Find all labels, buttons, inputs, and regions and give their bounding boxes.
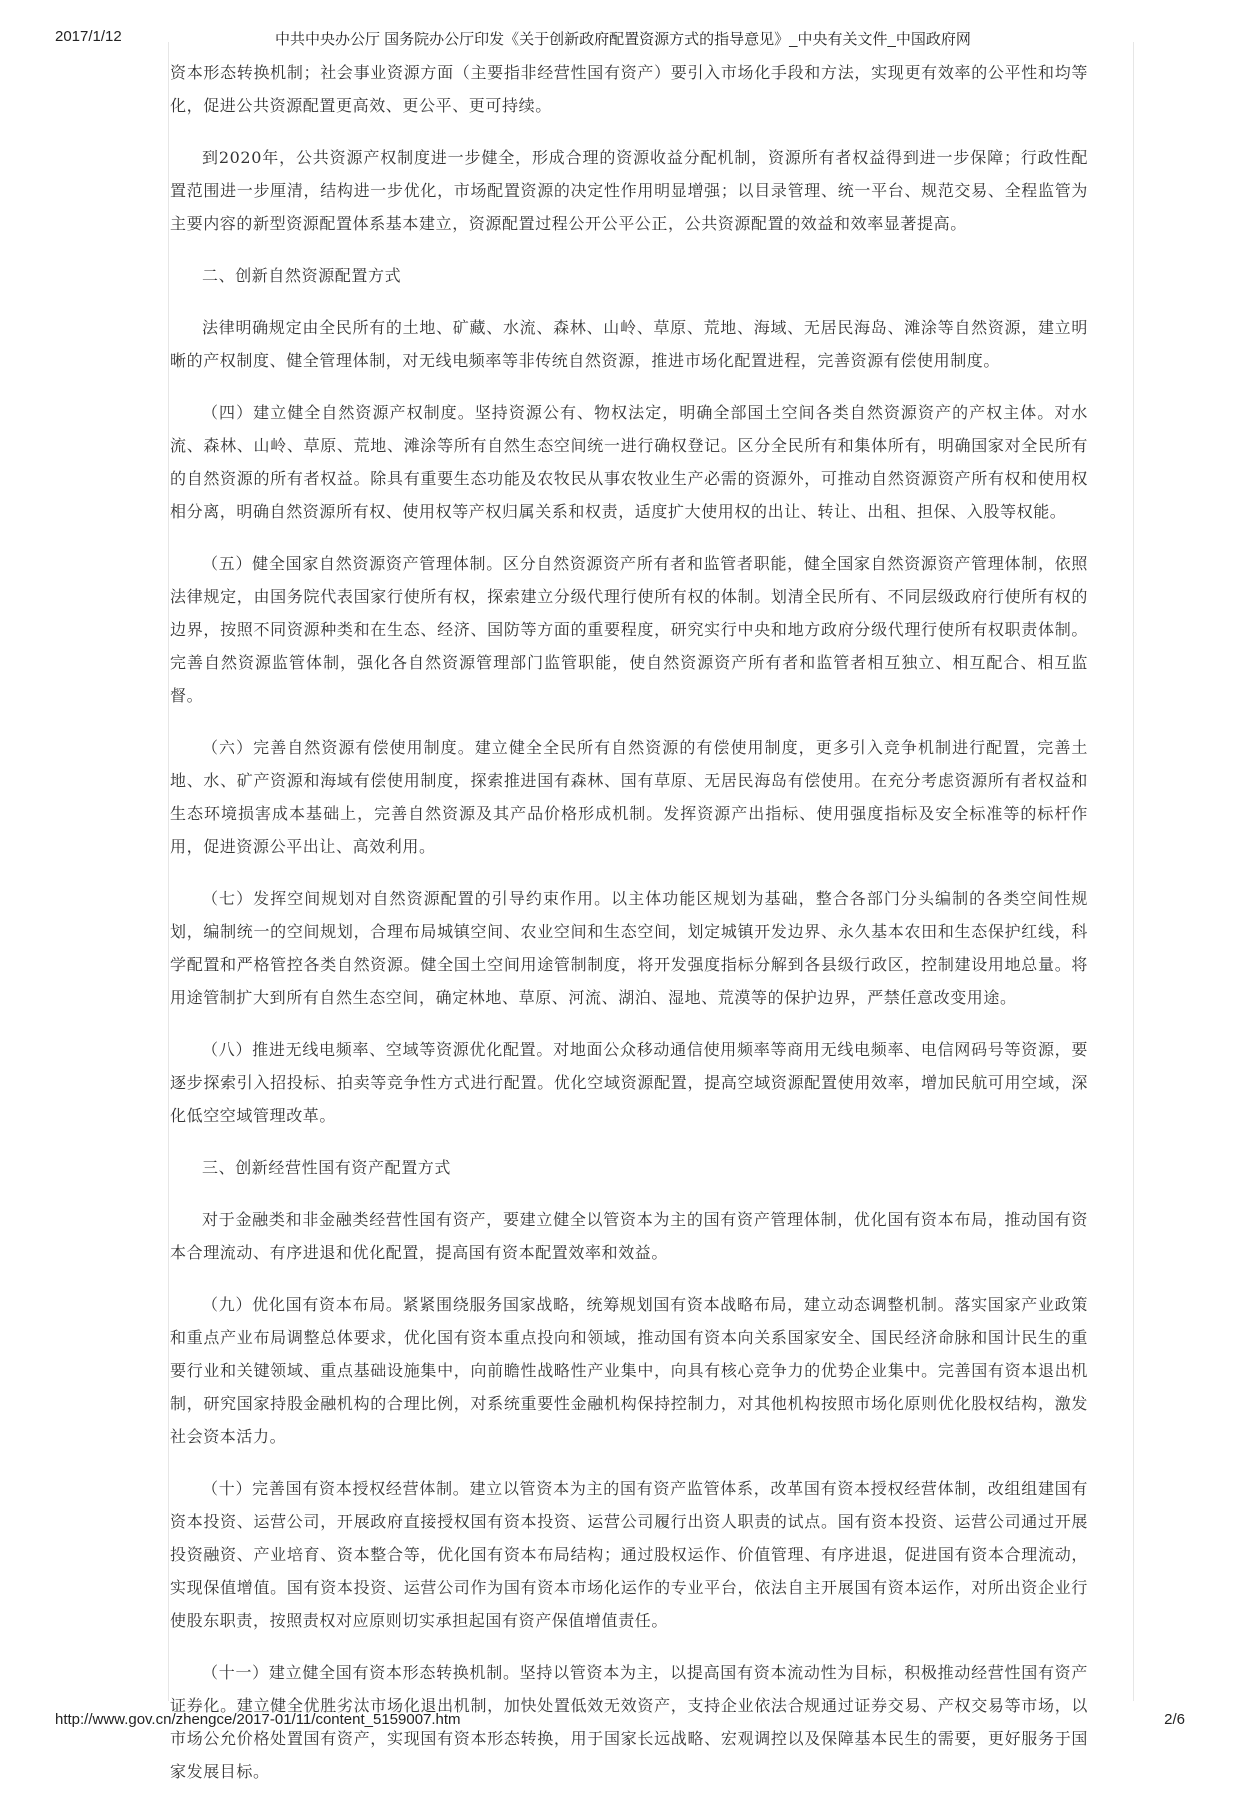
content-border-left <box>168 42 169 1701</box>
print-date: 2017/1/12 <box>55 28 122 45</box>
paragraph: （十一）建立健全国有资本形态转换机制。坚持以管资本为主，以提高国有资本流动性为目标，积极推动经营性国有资产证券化。建立健全优胜劣汰市场化退出机制，加快处置低效无效资产，支持企业依法合规通过证券交易、产权交易等市场，以市场公允价格处置国有资产，实现国有资本形态转换，用于国家长远战略、宏观调控以及保障基本民生的需要，更好服务于国家发展目标。 <box>170 1663 1088 1781</box>
section-heading: 三、创新经营性国有资产配置方式 <box>202 1158 452 1177</box>
print-header <box>0 28 1241 52</box>
paragraph: 到2020年，公共资源产权制度进一步健全，形成合理的资源收益分配机制，资源所有者权益得到进一步保障；行政性配置范围进一步厘清，结构进一步优化，市场配置资源的决定性作用明显增强；以目录管理、统一平台、规范交易、全程监管为主要内容的新型资源配置体系基本建立，资源配置过程公开公平公正，公共资源配置的效益和效率显著提高。 <box>170 148 1088 233</box>
paragraph: （八）推进无线电频率、空域等资源优化配置。对地面公众移动通信使用频率等商用无线电频率、电信网码号等资源，要逐步探索引入招投标、拍卖等竞争性方式进行配置。优化空域资源配置，提高空域资源配置使用效率，增加民航可用空域，深化低空空域管理改革。 <box>170 1040 1088 1125</box>
paragraph: （九）优化国有资本布局。紧紧围绕服务国家战略，统筹规划国有资本战略布局，建立动态调整机制。落实国家产业政策和重点产业布局调整总体要求，优化国有资本重点投向和领域，推动国有资本向关系国家安全、国民经济命脉和国计民生的重要行业和关键领域、重点基础设施集中，向前瞻性战略性产业集中，向具有核心竞争力的优势企业集中。完善国有资本退出机制，研究国家持股金融机构的合理比例，对系统重要性金融机构保持控制力，对其他机构按照市场化原则优化股权结构，激发社会资本活力。 <box>170 1295 1088 1446</box>
content-border-right <box>1133 42 1134 1701</box>
paragraph: （七）发挥空间规划对自然资源配置的引导约束作用。以主体功能区规划为基础，整合各部门分头编制的各类空间性规划，编制统一的空间规划，合理布局城镇空间、农业空间和生态空间，划定城镇开发边界、永久基本农田和生态保护红线，科学配置和严格管控各类自然资源。健全国土空间用途管制制度，将开发强度指标分解到各县级行政区，控制建设用地总量。将用途管制扩大到所有自然生态空间，确定林地、草原、河流、湖泊、湿地、荒漠等的保护边界，严禁任意改变用途。 <box>170 889 1088 1007</box>
paragraph-continuation: 资本形态转换机制；社会事业资源方面（主要指非经营性国有资产）要引入市场化手段和方法，实现更有效率的公平性和均等化，促进公共资源配置更高效、更公平、更可持续。 <box>170 63 1088 115</box>
page-title: 中共中央办公厅 国务院办公厅印发《关于创新政府配置资源方式的指导意见》_中央有关文件_中国政府网 <box>275 31 971 48</box>
paragraph: （十）完善国有资本授权经营体制。建立以管资本为主的国有资产监管体系，改革国有资本授权经营体制，改组组建国有资本投资、运营公司，开展政府直接授权国有资本投资、运营公司履行出资人职责的试点。国有资本投资、运营公司通过开展投资融资、产业培育、资本整合等，优化国有资本布局结构；通过股权运作、价值管理、有序进退，促进国有资本合理流动，实现保值增值。国有资本投资、运营公司作为国有资本市场化运作的专业平台，依法自主开展国有资本运作，对所出资企业行使股东职责，按照责权对应原则切实承担起国有资产保值增值责任。 <box>170 1479 1088 1630</box>
paragraph: （四）建立健全自然资源产权制度。坚持资源公有、物权法定，明确全部国土空间各类自然资源资产的产权主体。对水流、森林、山岭、草原、荒地、滩涂等所有自然生态空间统一进行确权登记。区分全民所有和集体所有，明确国家对全民所有的自然资源的所有者权益。除具有重要生态功能及农牧民从事农牧业生产必需的资源外，可推动自然资源资产所有权和使用权相分离，明确自然资源所有权、使用权等产权归属关系和权责，适度扩大使用权的出让、转让、出租、担保、入股等权能。 <box>170 403 1088 521</box>
paragraph: 对于金融类和非金融类经营性国有资产，要建立健全以管资本为主的国有资产管理体制，优化国有资本布局，推动国有资本合理流动、有序进退和优化配置，提高国有资本配置效率和效益。 <box>170 1210 1088 1262</box>
article-body <box>170 56 1088 1807</box>
page-number: 2/6 <box>1164 1711 1185 1728</box>
print-footer <box>0 1711 1241 1735</box>
paragraph: 法律明确规定由全民所有的土地、矿藏、水流、森林、山岭、草原、荒地、海域、无居民海岛、滩涂等自然资源，建立明晰的产权制度、健全管理体制，对无线电频率等非传统自然资源，推进市场化配置进程，完善资源有偿使用制度。 <box>170 318 1088 370</box>
page-url: http://www.gov.cn/zhengce/2017-01/11/content_5159007.htm <box>55 1711 461 1728</box>
paragraph: （五）健全国家自然资源资产管理体制。区分自然资源资产所有者和监管者职能，健全国家自然资源资产管理体制，依照法律规定，由国务院代表国家行使所有权，探索建立分级代理行使所有权的体制。划清全民所有、不同层级政府行使所有权的边界，按照不同资源种类和在生态、经济、国防等方面的重要程度，研究实行中央和地方政府分级代理行使所有权职责体制。完善自然资源监管体制，强化各自然资源管理部门监管职能，使自然资源资产所有者和监管者相互独立、相互配合、相互监督。 <box>170 554 1088 705</box>
section-heading: 二、创新自然资源配置方式 <box>202 266 402 285</box>
paragraph: （六）完善自然资源有偿使用制度。建立健全全民所有自然资源的有偿使用制度，更多引入竞争机制进行配置，完善土地、水、矿产资源和海域有偿使用制度，探索推进国有森林、国有草原、无居民海岛有偿使用。在充分考虑资源所有者权益和生态环境损害成本基础上，完善自然资源及其产品价格形成机制。发挥资源产出指标、使用强度指标及安全标准等的标杆作用，促进资源公平出让、高效利用。 <box>170 738 1088 856</box>
